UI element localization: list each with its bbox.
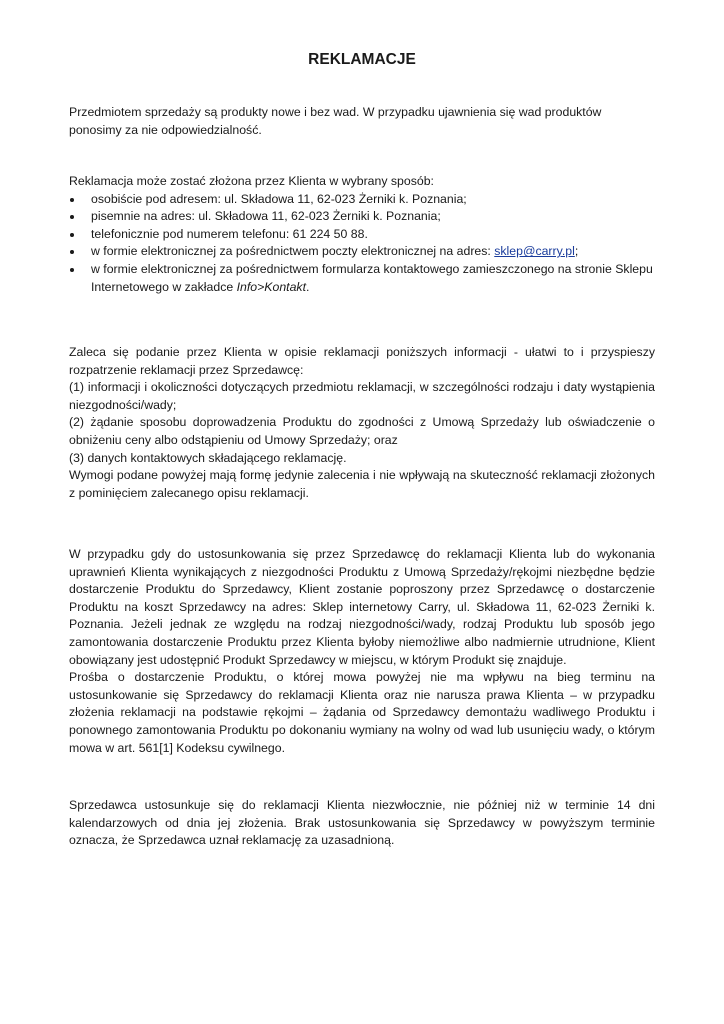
method-in-person: osobiście pod adresem: ul. Składowa 11, 62-023 Żerniki k. Poznania; bbox=[91, 191, 467, 206]
intro-section bbox=[69, 104, 655, 139]
intro-paragraph: Przedmiotem sprzedaży są produkty nowe i bez wad. W przypadku ujawnienia się wad produktów ponosimy za nie odpowiedzialność. bbox=[69, 105, 602, 137]
list-item bbox=[69, 208, 655, 226]
recommend-paragraph-4: (3) danych kontaktowych składającego reklamację. bbox=[69, 450, 347, 465]
method-in-writing: pisemnie na adres: ul. Składowa 11, 62-023 Żerniki k. Poznania; bbox=[91, 209, 441, 224]
list-item bbox=[69, 191, 655, 209]
list-item bbox=[69, 261, 655, 296]
response-section bbox=[69, 797, 655, 850]
method-phone: telefonicznie pod numerem telefonu: 61 224 50 88. bbox=[91, 226, 368, 241]
bullet-icon bbox=[70, 233, 74, 237]
recommend-paragraph-5: Wymogi podane powyżej mają formę jedynie zalecenia i nie wpływają na skuteczność reklamacji złożonych z pominięciem zalecanego opisu reklamacji. bbox=[69, 468, 655, 500]
page-title: REKLAMACJE bbox=[308, 51, 416, 68]
bullet-icon bbox=[70, 250, 74, 254]
delivery-paragraph-2: Prośba o dostarczenie Produktu, o której mowa powyżej nie ma wpływu na bieg terminu na ustosunkowanie się Sprzedawcy do reklamacji Klienta oraz nie narusza prawa Klienta – w przypadku złożenia reklamacji na podstawie rękojmi – żądania od Sprzedawcy demontażu wadliwego Produktu i ponownego zamontowania Produktu po dokonaniu wymiany na wolny od wad lub usunięciu wady, o którym mowa w art. 561[1] Kodeksu cywilnego. bbox=[69, 670, 655, 755]
methods-lead: Reklamacja może zostać złożona przez Klienta w wybrany sposób: bbox=[69, 174, 434, 188]
delivery-section bbox=[69, 546, 655, 757]
method-form-text: w formie elektronicznej za pośrednictwem formularza kontaktowego zamieszczonego na stronie Sklepu Internetowego w zakładce bbox=[91, 261, 653, 294]
bullet-icon bbox=[70, 268, 74, 272]
method-form-suffix: . bbox=[306, 279, 310, 294]
bullet-icon bbox=[70, 215, 74, 219]
recommend-paragraph-3: (2) żądanie sposobu doprowadzenia Produktu do zgodności z Umową Sprzedaży lub oświadczenie o obniżeniu ceny albo odstąpieniu od Umowy Sprzedaży; oraz bbox=[69, 415, 655, 447]
list-item bbox=[69, 226, 655, 244]
response-paragraph: Sprzedawca ustosunkuje się do reklamacji Klienta niezwłocznie, nie później niż w terminie 14 dni kalendarzowych od dnia jej złożenia. Brak ustosunkowania się Sprzedawcy w powyższym terminie oznacza, że Sprzedawca uznał reklamację za uzasadnioną. bbox=[69, 798, 655, 848]
delivery-paragraph-1: W przypadku gdy do ustosunkowania się przez Sprzedawcę do reklamacji Klienta lub do wykonania uprawnień Klienta wynikających z niezgodności Produktu z Umową Sprzedaży/rękojmi niezbędne będzie dostarczenie Produktu do Sprzedawcy, Klient zostanie poproszony przez Sprzedawcę o dostarczenie Produktu na koszt Sprzedawcy na adres: Sklep internetowy Carry, ul. Składowa 11, 62-023 Żerniki k. Poznania. Jeżeli jednak ze względu na rodzaj niezgodności/wady, rodzaj Produktu lub sposób jego zamontowania dostarczenie Produktu przez Klienta byłoby niemożliwe albo nadmiernie utrudnione, Klient obowiązany jest udostępnić Produkt Sprzedawcy w miejscu, w którym Produkt się znajduje. bbox=[69, 547, 655, 667]
methods-list bbox=[69, 191, 655, 297]
contact-path: Info>Kontakt bbox=[236, 279, 307, 294]
method-email-text: w formie elektronicznej za pośrednictwem poczty elektronicznej na adres: bbox=[91, 244, 495, 259]
list-item bbox=[69, 243, 655, 261]
recommendation-section bbox=[69, 344, 655, 502]
bullet-icon bbox=[70, 198, 74, 202]
email-link[interactable]: sklep@carry.pl bbox=[494, 244, 575, 259]
complaint-methods-section bbox=[69, 173, 655, 296]
recommend-paragraph-2: (1) informacji i okoliczności dotyczących przedmiotu reklamacji, w szczególności rodzaju i daty wystąpienia niezgodności/wady; bbox=[69, 380, 655, 412]
recommend-paragraph-1: Zaleca się podanie przez Klienta w opisie reklamacji poniższych informacji - ułatwi to i przyspieszy rozpatrzenie reklamacji przez Sprzedawcę: bbox=[69, 345, 655, 377]
method-email-suffix: ; bbox=[574, 244, 579, 259]
